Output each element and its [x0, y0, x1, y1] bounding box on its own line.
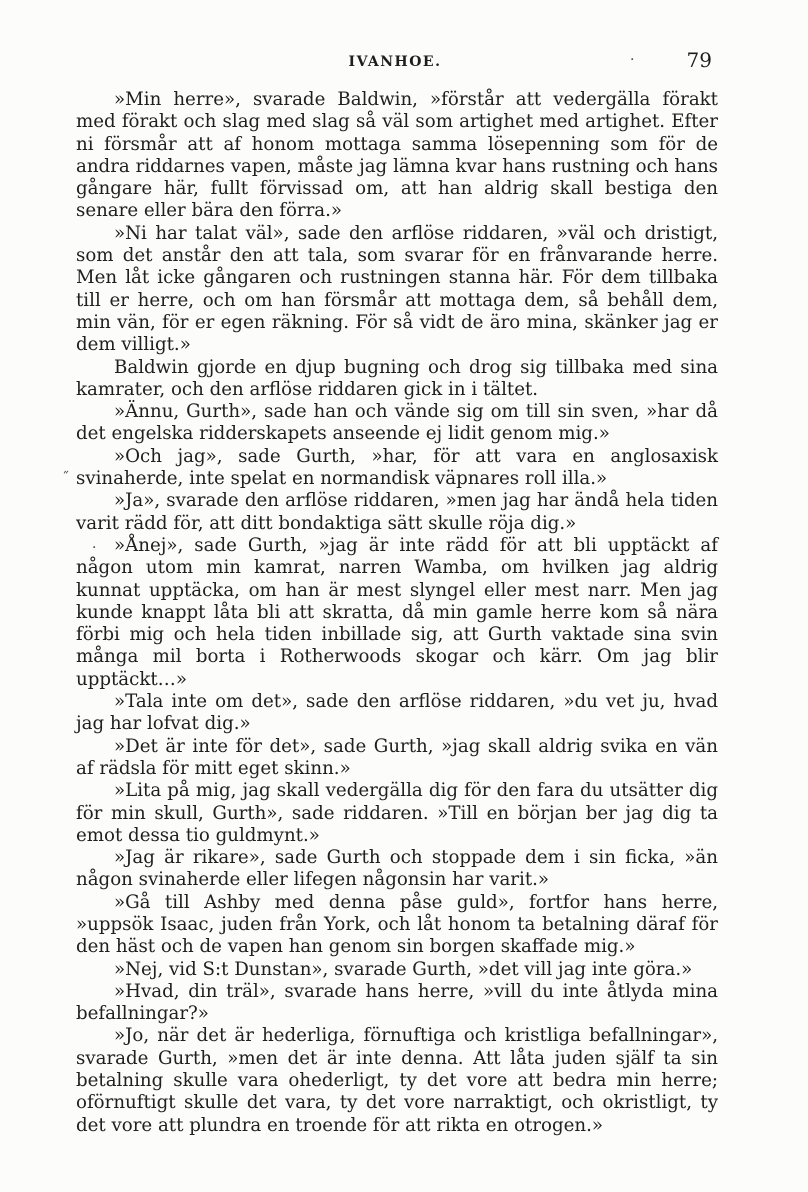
paragraph: Baldwin gjorde en djup bugning och drog sig tillbaka med sina kamrater, och den arflöse riddaren gick in i tältet. — [76, 356, 718, 400]
page-header — [76, 48, 714, 76]
paragraph: »Nej, vid S:t Dunstan», svarade Gurth, »det vill jag inte göra.» — [114, 958, 693, 980]
paragraph: »Ja», svarade den arflöse riddaren, »men jag har ändå hela tiden varit rädd för, att ditt bondaktiga sätt skulle röja dig.» — [76, 490, 718, 534]
paragraph: »Och jag», sade Gurth, »har, för att vara en anglosaxisk svinaherde, inte spelat en normandisk väpnares roll illa.» — [76, 445, 718, 490]
paragraph: »Jo, när det är hederliga, förnuftiga och kristliga befallningar», svarade Gurth, »men det är inte denna. Att låta juden själf ta sin betalning skulle vara ohederligt, ty det vore att bedra min herre; oförnuftigt skulle det vara, ty det vore narraktigt, och okristligt, ty det vore att plundra en troende för att rikta en otrogen.» — [76, 1025, 718, 1136]
paragraph: »Jag är rikare», sade Gurth och stoppade dem i sin ficka, »än någon svinaherde eller lifegen någonsin har varit.» — [76, 847, 718, 891]
print-speck: · — [92, 540, 97, 556]
paragraph: »Ni har talat väl», sade den arflöse riddaren, »väl och dristigt, som det anstår den att tala, som svarar för en frånvarande herre. Men låt icke gångaren och rustningen stanna här. För dem tillbaka till er herre, och om han försmår att mottaga dem, så behåll dem, min vän, för er egen räkning. För så vidt de äro mina, skänker jag er dem villigt.» — [76, 222, 718, 356]
paragraph: »Gå till Ashby med denna påse guld», fortfor hans herre, »uppsök Isaac, juden från York, och låt honom ta betalning däraf för den häst och de vapen han genom sin borgen skaffade mig.» — [76, 891, 718, 958]
paragraph: »Lita på mig, jag skall vedergälla dig för den fara du utsätter dig för min skull, Gurth», sade riddaren. »Till en början ber jag dig ta emot dessa tio guldmynt.» — [76, 780, 718, 846]
paragraph: »Det är inte för det», sade Gurth, »jag skall aldrig svika en vän af rädsla för mitt eget skinn.» — [76, 735, 718, 779]
paragraph: »Ånej», sade Gurth, »jag är inte rädd för att bli upptäckt af någon utom min kamrat, narren Wamba, om hvilken jag aldrig kunnat upptäcka, om han är mest slyngel eller mest narr. Men jag kunde knappt låta bli att skratta, då min gamle herre kom så nära förbi mig och hela tiden inbillade sig, att Gurth vaktade sina svin många mil borta i Rotherwoods skogar och kärr. Om jag blir upptäckt…» — [76, 534, 718, 690]
paragraph: »Min herre», svarade Baldwin, »förstår att vedergälla förakt med förakt och slag med slag så väl som artighet med artighet. Efter ni försmår att af honom mottaga samma lösepenning som för de andra riddarnes vapen, måste jag lämna kvar hans rustning och hans gångare här, fullt förvissad om, att han aldrig skall bestiga den senare eller bära den förra.» — [76, 89, 718, 222]
print-speck: · — [630, 52, 635, 68]
print-speck: ˝ — [62, 470, 69, 486]
paragraph: »Hvad, din träl», svarade hans herre, »vill du inte åtlyda mina befallningar?» — [76, 980, 718, 1025]
page-number: 79 — [686, 48, 712, 72]
paragraph: »Tala inte om det», sade den arflöse riddaren, »du vet ju, hvad jag har lofvat dig.» — [76, 691, 718, 735]
paragraph: »Ännu, Gurth», sade han och vände sig om till sin sven, »har då det engelska ridderskapets anseende ej lidit genom mig.» — [76, 401, 718, 445]
running-title: IVANHOE. — [348, 54, 442, 70]
body-text — [76, 89, 718, 1137]
